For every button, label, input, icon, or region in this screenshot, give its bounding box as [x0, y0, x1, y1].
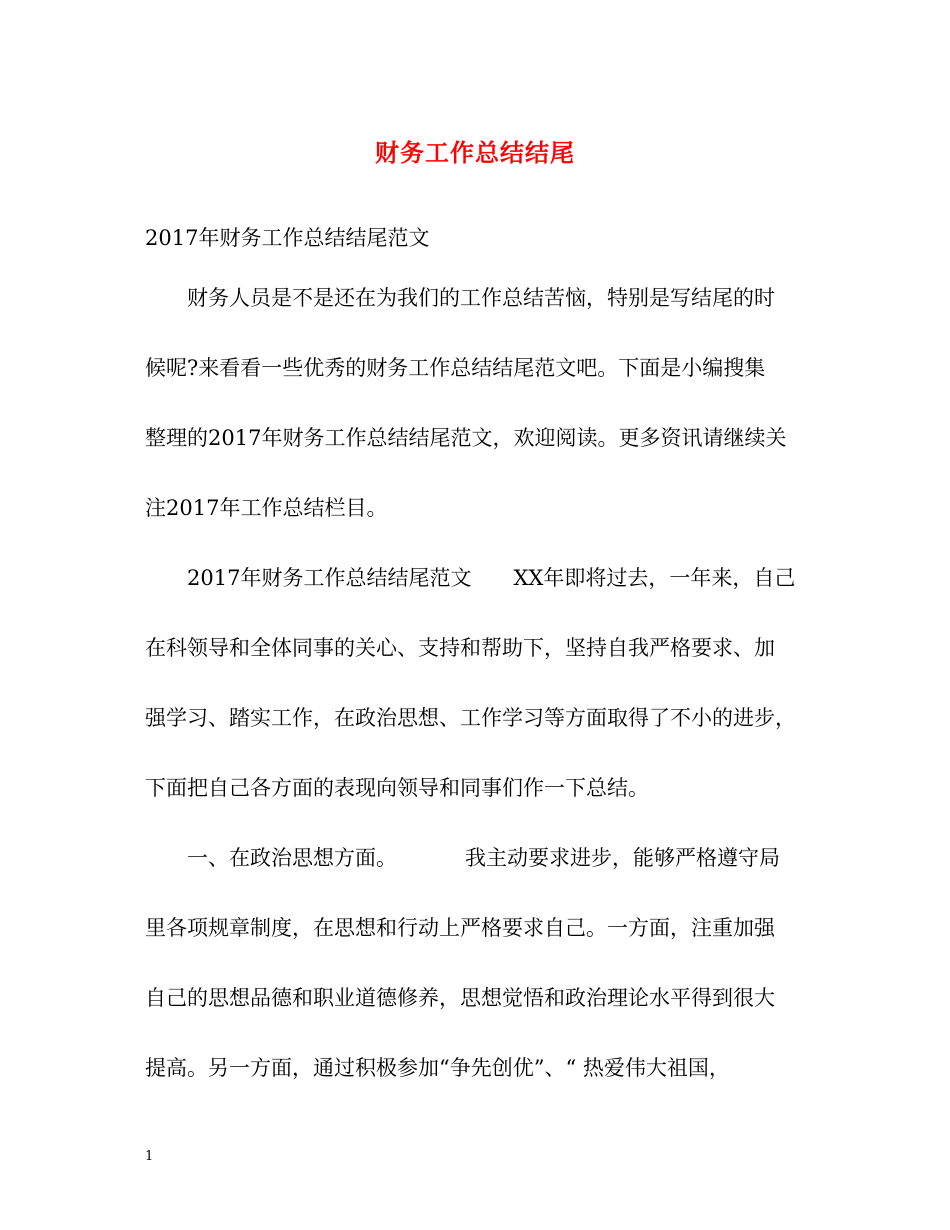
section-heading: 2017年财务工作总结结尾范文	[187, 566, 472, 590]
point-line: 自己的思想品德和职业道德修养，思想觉悟和政治理论水平得到很大	[145, 986, 775, 1010]
document-title: 财务工作总结结尾	[375, 138, 575, 167]
paragraph-line: 财务人员是不是还在为我们的工作总结苦恼，特别是写结尾的时	[187, 286, 775, 310]
point-line: 里各项规章制度，在思想和行动上严格要求自己。一方面，注重加强	[145, 916, 775, 940]
section-line: 强学习、踏实工作，在政治思想、工作学习等方面取得了不小的进步，	[145, 706, 796, 730]
point-first-line	[187, 845, 867, 871]
section-line: 下面把自己各方面的表现向领导和同事们作一下总结。	[145, 776, 649, 800]
paragraph-line: 整理的2017年财务工作总结结尾范文，欢迎阅读。更多资讯请继续关	[145, 426, 787, 450]
paragraph-line: 候呢?来看看一些优秀的财务工作总结结尾范文吧。下面是小编搜集	[145, 356, 766, 380]
point-heading: 一、在政治思想方面。	[187, 846, 397, 870]
section-line: 在科领导和全体同事的关心、支持和帮助下，坚持自我严格要求、加	[145, 636, 775, 660]
section-first-line	[187, 565, 867, 591]
document-subtitle: 2017年财务工作总结结尾范文	[145, 226, 430, 250]
paragraph-line: 注2017年工作总结栏目。	[145, 496, 388, 520]
section-line: XX年即将过去，一年来，自己	[513, 566, 796, 590]
point-line: 提高。另一方面，通过积极参加“争先创优”、“ 热爱伟大祖国，	[145, 1056, 730, 1080]
point-line: 我主动要求进步，能够严格遵守局	[465, 846, 780, 870]
page-number: 1	[145, 1149, 154, 1164]
